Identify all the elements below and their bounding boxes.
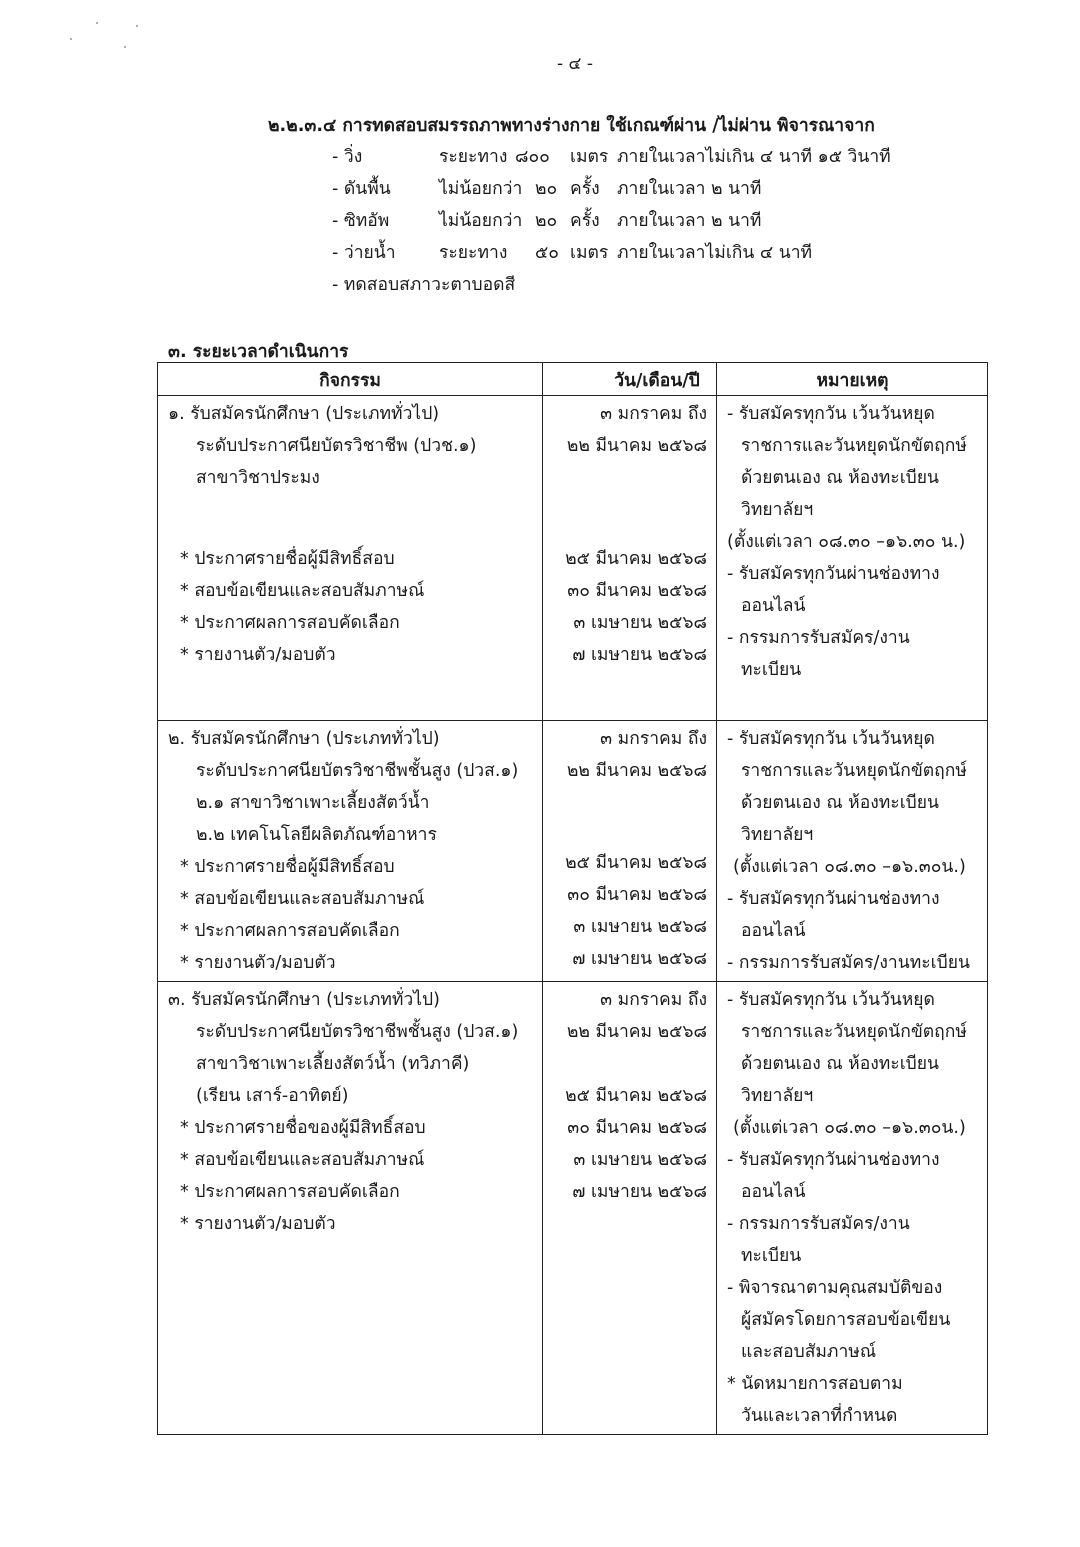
activity-step: * รายงานตัว/มอบตัว [180,645,336,665]
note-line: วิทยาลัยฯ [741,1086,814,1106]
date-line: ๒๒ มีนาคม ๒๕๖๘ [566,436,707,456]
activity-step: * ประกาศรายชื่อผู้มีสิทธิ์สอบ [180,549,395,569]
activity-step: * รายงานตัว/มอบตัว [180,953,336,973]
activity-line: ระดับประกาศนียบัตรวิชาชีพชั้นสูง (ปวส.๑) [196,761,519,781]
test-time: ภายในเวลา ๒ นาที [617,211,762,231]
test-time: ภายในเวลา ๒ นาที [617,179,762,199]
activity-step: * รายงานตัว/มอบตัว [180,1214,336,1234]
activity-title: ๒. รับสมัครนักศึกษา (ประเภททั่วไป) [168,729,440,749]
note-line: ทะเบียน [741,660,802,680]
activity-line: สาขาวิชาประมง [196,468,320,488]
activity-step: * ประกาศผลการสอบคัดเลือก [180,921,400,941]
test-amount: ๕๐ [535,243,559,263]
note-line: - กรรมการรับสมัคร/งานทะเบียน [727,953,970,973]
date-line: ๓ เมษายน ๒๕๖๘ [573,917,707,937]
date-line: ๒๕ มีนาคม ๒๕๖๘ [565,549,707,569]
row-divider [158,981,987,982]
note-line: วันและเวลาที่กำหนด [741,1406,898,1426]
header-date: วัน/เดือน/ปี [614,371,700,391]
test-name: - ทดสอบสภาวะตาบอดสี [332,275,516,295]
note-line: - รับสมัครทุกวันผ่านช่องทาง [727,564,940,584]
test-unit: เมตร [570,243,609,263]
activity-step: * ประกาศผลการสอบคัดเลือก [180,613,400,633]
date-line: ๒๒ มีนาคม ๒๕๖๘ [566,1022,707,1042]
note-line: - กรรมการรับสมัคร/งาน [727,1214,910,1234]
test-name: - ดันพื้น [332,179,391,199]
scan-speck [136,25,138,27]
activity-step: * ประกาศรายชื่อผู้มีสิทธิ์สอบ [180,857,395,877]
activity-line: ระดับประกาศนียบัตรวิชาชีพชั้นสูง (ปวส.๑) [196,1022,519,1042]
test-criterion: ไม่น้อยกว่า [439,211,523,231]
note-line: ราชการและวันหยุดนักขัตฤกษ์ [741,761,967,781]
date-line: ๓๐ มีนาคม ๒๕๖๘ [567,1118,707,1138]
test-amount: ๒๐ [535,211,558,231]
note-line: ด้วยตนเอง ณ ห้องทะเบียน [741,1054,940,1074]
date-line: ๗ เมษายน ๒๕๖๘ [572,949,707,969]
test-time: ภายในเวลาไม่เกิน ๔ นาที [617,243,813,263]
note-line: วิทยาลัยฯ [741,500,814,520]
activity-step: * สอบข้อเขียนและสอบสัมภาษณ์ [180,581,425,601]
note-line: ทะเบียน [741,1246,802,1266]
note-line: - รับสมัครทุกวัน เว้นวันหยุด [727,404,935,424]
note-line: - รับสมัครทุกวัน เว้นวันหยุด [727,729,935,749]
date-line: ๓ มกราคม ถึง [600,729,707,749]
test-unit: ครั้ง [570,179,600,199]
activity-step: * สอบข้อเขียนและสอบสัมภาษณ์ [180,1150,425,1170]
header-activity: กิจกรรม [319,371,381,391]
section-heading: ๒.๒.๓.๔ การทดสอบสมรรถภาพทางร่างกาย ใช้เกณฑ์ผ่าน /ไม่ผ่าน พิจารณาจาก [268,116,875,136]
row-divider [158,720,987,721]
test-time: ภายในเวลาไม่เกิน ๔ นาที ๑๕ วินาที [617,147,891,167]
note-line: ด้วยตนเอง ณ ห้องทะเบียน [741,793,940,813]
test-name: - ว่ายน้ำ [332,243,396,263]
note-line: - รับสมัครทุกวันผ่านช่องทาง [727,1150,940,1170]
test-name: - ซิทอัพ [332,211,390,231]
note-line: - กรรมการรับสมัคร/งาน [727,628,910,648]
note-line: - พิจารณาตามคุณสมบัติของ [727,1278,943,1298]
activity-title: ๓. รับสมัครนักศึกษา (ประเภททั่วไป) [168,990,440,1010]
test-criterion: ไม่น้อยกว่า [439,179,523,199]
note-line: ราชการและวันหยุดนักขัตฤกษ์ [741,1022,967,1042]
activity-title: ๑. รับสมัครนักศึกษา (ประเภททั่วไป) [168,404,440,424]
schedule-table [157,362,988,1435]
activity-step: * ประกาศผลการสอบคัดเลือก [180,1182,400,1202]
note-line: วิทยาลัยฯ [741,825,814,845]
test-amount: ๘๐๐ [515,147,550,167]
activity-line: ๒.๑ สาขาวิชาเพาะเลี้ยงสัตว์น้ำ [196,793,430,813]
date-line: ๓ มกราคม ถึง [600,404,707,424]
activity-step: * ประกาศรายชื่อของผู้มีสิทธิ์สอบ [180,1118,426,1138]
column-divider [716,363,717,1434]
note-line: และสอบสัมภาษณ์ [741,1342,877,1362]
activity-line: (เรียน เสาร์-อาทิตย์) [196,1086,349,1106]
test-criterion: ระยะทาง [439,147,508,167]
scan-speck [124,46,126,48]
activity-line: ๒.๒ เทคโนโลยีผลิตภัณฑ์อาหาร [196,825,437,845]
note-line: ออนไลน์ [741,596,806,616]
header-note: หมายเหตุ [816,371,889,391]
note-line: - รับสมัครทุกวันผ่านช่องทาง [727,889,940,909]
activity-step: * สอบข้อเขียนและสอบสัมภาษณ์ [180,889,425,909]
note-line: * นัดหมายการสอบตาม [727,1374,903,1394]
date-line: ๒๕ มีนาคม ๒๕๖๘ [565,853,707,873]
test-name: - วิ่ง [332,147,363,167]
note-line: ด้วยตนเอง ณ ห้องทะเบียน [741,468,940,488]
note-line: - รับสมัครทุกวัน เว้นวันหยุด [727,990,935,1010]
scan-speck [70,38,72,40]
date-line: ๓ เมษายน ๒๕๖๘ [573,1150,707,1170]
test-unit: เมตร [570,147,609,167]
scan-speck [96,22,98,24]
note-line: ผู้สมัครโดยการสอบข้อเขียน [741,1310,951,1330]
note-line: (ตั้งแต่เวลา ๐๘.๓๐ –๑๖.๓๐น.) [733,1118,966,1138]
schedule-heading: ๓. ระยะเวลาดำเนินการ [168,342,349,362]
date-line: ๓ เมษายน ๒๕๖๘ [573,613,707,633]
test-unit: ครั้ง [570,211,600,231]
date-line: ๗ เมษายน ๒๕๖๘ [572,1182,707,1202]
note-line: ออนไลน์ [741,1182,806,1202]
note-line: ราชการและวันหยุดนักขัตฤกษ์ [741,436,967,456]
activity-line: ระดับประกาศนียบัตรวิชาชีพ (ปวช.๑) [196,436,477,456]
date-line: ๒๕ มีนาคม ๒๕๖๘ [565,1086,707,1106]
activity-line: สาขาวิชาเพาะเลี้ยงสัตว์น้ำ (ทวิภาคี) [196,1054,470,1074]
date-line: ๒๒ มีนาคม ๒๕๖๘ [566,761,707,781]
header-divider [158,395,987,396]
page-number: - ๔ - [557,54,593,74]
test-criterion: ระยะทาง [439,243,508,263]
date-line: ๓ มกราคม ถึง [600,990,707,1010]
column-divider [542,363,543,1434]
date-line: ๓๐ มีนาคม ๒๕๖๘ [567,581,707,601]
note-line: ออนไลน์ [741,921,806,941]
date-line: ๓๐ มีนาคม ๒๕๖๘ [567,885,707,905]
note-line: (ตั้งแต่เวลา ๐๘.๓๐ –๑๖.๓๐น.) [733,857,966,877]
test-amount: ๒๐ [535,179,558,199]
note-line: (ตั้งแต่เวลา ๐๘.๓๐ –๑๖.๓๐ น.) [727,532,966,552]
date-line: ๗ เมษายน ๒๕๖๘ [572,645,707,665]
